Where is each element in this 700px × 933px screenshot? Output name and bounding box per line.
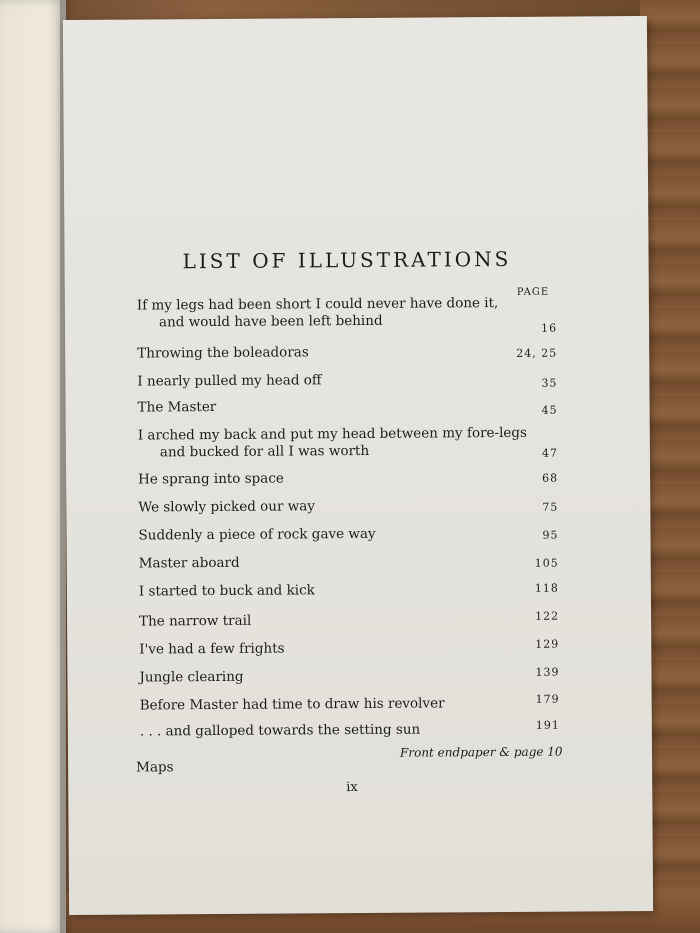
entry-caption: If my legs had been short I could never have done it, <box>136 295 499 314</box>
entry-caption: Before Master had time to draw his revolver <box>139 695 445 714</box>
left-page-edge <box>0 0 66 933</box>
entry-caption-continued: and bucked for all I was worth <box>159 442 370 461</box>
list-item <box>138 469 548 489</box>
entry-caption: . . . and galloped towards the setting sun <box>139 721 421 740</box>
page-column-heading: PAGE <box>516 286 550 298</box>
book-page <box>63 16 653 915</box>
list-item <box>139 667 549 687</box>
entry-caption: Jungle clearing <box>139 668 244 686</box>
list-item <box>137 343 547 363</box>
entry-caption: We slowly picked our way <box>138 498 315 516</box>
entry-page-number: 179 <box>535 692 560 706</box>
entry-page-number: 75 <box>542 500 559 514</box>
maps-location: Front endpaper & page 10 <box>399 744 563 760</box>
entry-page-number: 16 <box>541 321 558 335</box>
list-item <box>137 295 547 332</box>
entry-caption: I nearly pulled my head off <box>137 372 322 390</box>
entry-page-number: 105 <box>534 556 559 570</box>
entry-page-number: 68 <box>542 471 559 485</box>
list-item <box>140 695 550 715</box>
entry-page-number: 35 <box>541 376 558 390</box>
entry-caption: Throwing the boleadoras <box>137 344 309 362</box>
entry-page-number: 129 <box>535 637 560 651</box>
entry-page-number: 95 <box>542 528 559 542</box>
entry-caption: He sprang into space <box>138 470 284 488</box>
list-item <box>140 721 550 741</box>
maps-label: Maps <box>136 759 174 776</box>
entry-page-number: 45 <box>541 403 558 417</box>
list-item <box>138 497 548 517</box>
entry-caption-continued: and would have been left behind <box>158 312 383 331</box>
entry-caption: Suddenly a piece of rock gave way <box>138 525 376 544</box>
entry-caption: I've had a few frights <box>139 640 285 658</box>
entry-page-number: 122 <box>535 609 560 623</box>
list-item <box>138 525 548 545</box>
page-title: LIST OF ILLUSTRATIONS <box>182 246 512 274</box>
list-item <box>139 639 549 659</box>
entry-caption: Master aboard <box>138 554 240 572</box>
page-folio: ix <box>346 780 358 796</box>
entry-caption: The Master <box>137 398 217 416</box>
entry-page-number: 191 <box>535 718 560 732</box>
list-item <box>139 581 549 601</box>
list-item <box>138 425 548 462</box>
list-item <box>139 611 549 631</box>
entry-caption: I arched my back and put my head between my fore-legs <box>137 424 528 444</box>
entry-page-number: 47 <box>541 446 558 460</box>
list-item <box>138 397 548 417</box>
entry-page-number: 139 <box>535 665 560 679</box>
entry-caption: The narrow trail <box>139 612 252 630</box>
entry-caption: I started to buck and kick <box>138 582 315 600</box>
entry-page-number: 118 <box>534 581 559 595</box>
list-item <box>139 553 549 573</box>
list-item <box>137 371 547 391</box>
entry-page-number: 24, 25 <box>516 346 558 360</box>
